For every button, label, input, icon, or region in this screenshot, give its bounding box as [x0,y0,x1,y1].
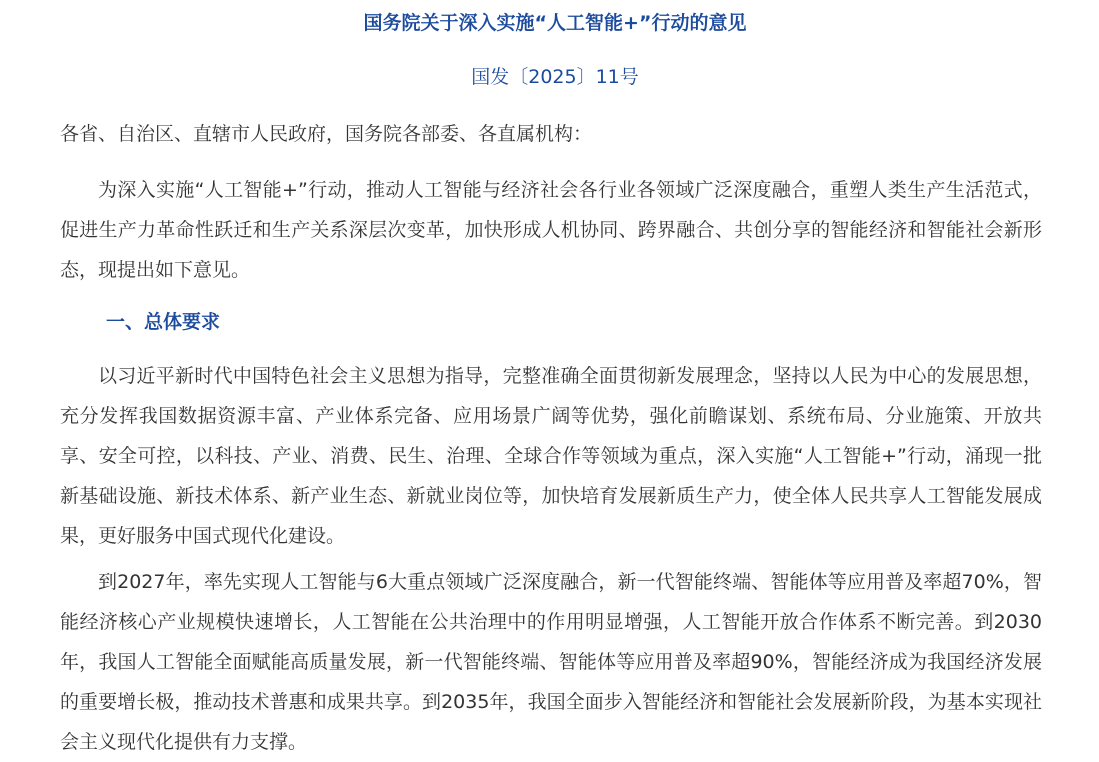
section-heading: 一、总体要求 [106,311,221,333]
document-number: 国发〔2025〕11号 [471,66,639,88]
intro-paragraph: 为深入实施“人工智能+”行动，推动人工智能与经济社会各行业各领域广泛深度融合，重塑人类生产生活范式，促进生产力革命性跃迁和生产关系深层次变革，加快形成人机协同、跨界融合、共创分享的智能经济和智能社会新形态，现提出如下意见。 [60,179,1042,281]
addressee-line: 各省、自治区、直辖市人民政府，国务院各部委、各直属机构： [60,123,593,145]
body-paragraph: 以习近平新时代中国特色社会主义思想为指导，完整准确全面贯彻新发展理念，坚持以人民为中心的发展思想，充分发挥我国数据资源丰富、产业体系完备、应用场景广阔等优势，强化前瞻谋划、系统布局、分业施策、开放共享、安全可控，以科技、产业、消费、民生、治理、全球合作等领域为重点，深入实施“人工智能+”行动，涌现一批新基础设施、新技术体系、新产业生态、新就业岗位等，加快培育发展新质生产力，使全体人民共享人工智能发展成果，更好服务中国式现代化建设。 [60,365,1042,547]
body-paragraph: 到2027年，率先实现人工智能与6大重点领域广泛深度融合，新一代智能终端、智能体等应用普及率超70%，智能经济核心产业规模快速增长，人工智能在公共治理中的作用明显增强，人工智能开放合作体系不断完善。到2030年，我国人工智能全面赋能高质量发展，新一代智能终端、智能体等应用普及率超90%，智能经济成为我国经济发展的重要增长极，推动技术普惠和成果共享。到2035年，我国全面步入智能经济和智能社会发展新阶段，为基本实现社会主义现代化提供有力支撑。 [60,571,1042,753]
document-title: 国务院关于深入实施“人工智能+”行动的意见 [363,12,747,34]
